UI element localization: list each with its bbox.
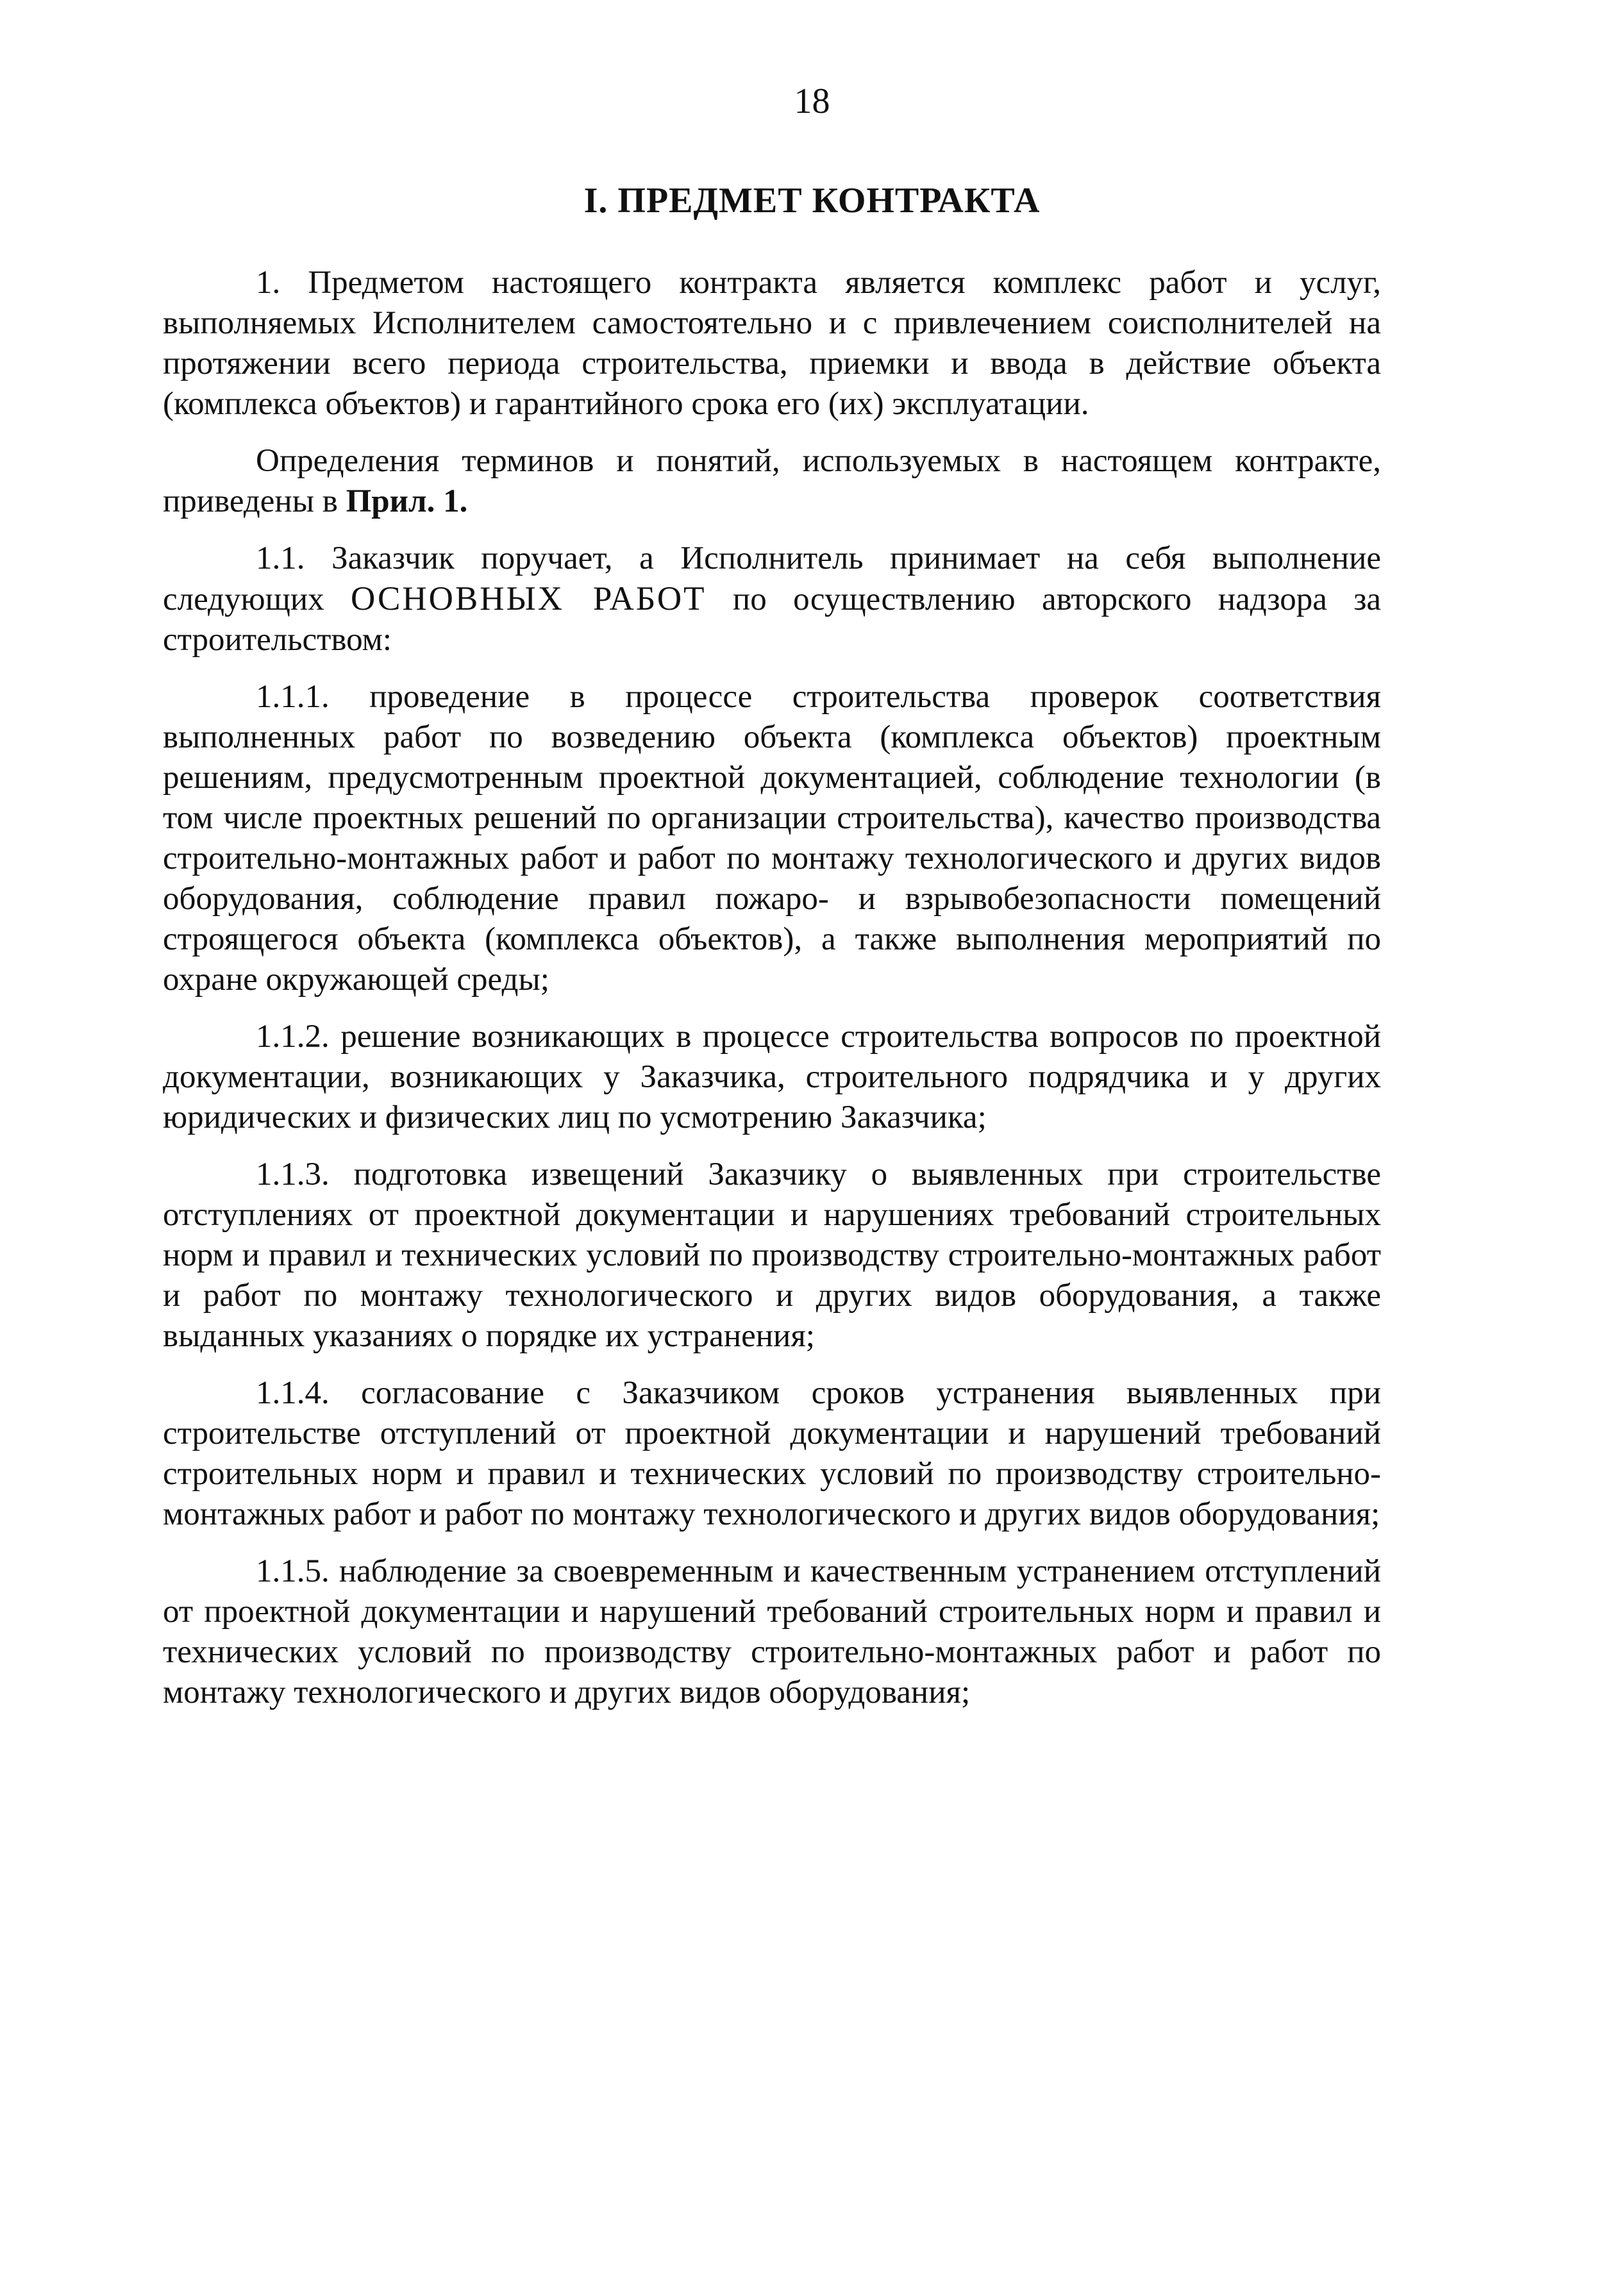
main-works-caption: ОСНОВНЫХ РАБОТ bbox=[351, 580, 707, 617]
paragraph-1-1-1: 1.1.1. проведение в процессе строительства проверок соответствия выполненных работ по возведению объекта (комплекса объектов) проектным решениям, предусмотренным проектной документацией, соблюдение технологии (в том числе проектных решений по организации строительства), качество производства строительно-монтажных работ и работ по монтажу технологического и других видов оборудования, соблюдение правил пожаро- и взрывобезопасности помещений строящегося объекта (комплекса объектов), а также выполнения мероприятий по охране окружающей среды; bbox=[163, 679, 1381, 998]
appendix-reference: Прил. 1. bbox=[346, 483, 468, 519]
paragraph-1-1-2: 1.1.2. решение возникающих в процессе строительства вопросов по проектной документации, возникающих у Заказчика, строительного подрядчика и у других юридических и физических лиц по усмотрению Заказчика; bbox=[163, 1019, 1381, 1135]
paragraph-definitions-text: Определения терминов и понятий, используемых в настоящем контракте, приведены в bbox=[163, 443, 1381, 519]
section-title: I. ПРЕДМЕТ КОНТРАКТА bbox=[583, 181, 1041, 221]
paragraph-1-1-text-after: по осуществлению авторского надзора за строительством: bbox=[163, 581, 1382, 658]
paragraph-1-1-5: 1.1.5. наблюдение за своевременным и качественным устранением отступлений от проектной документации и нарушений требований строительных норм и правил и технических условий по производству строительно-монтажных работ и работ по монтажу технологического и других видов оборудования; bbox=[163, 1553, 1381, 1710]
paragraph-definitions bbox=[163, 441, 1381, 522]
paragraph-1-1-3: 1.1.3. подготовка извещений Заказчику о выявленных при строительстве отступлениях от проектной документации и нарушениях требований строительных норм и правил и технических условий по производству строительно-монтажных работ и работ по монтажу технологического и других видов оборудования, а также выданных указаниях о порядке их устранения; bbox=[163, 1157, 1381, 1354]
paragraph-1-1 bbox=[163, 539, 1381, 660]
page-number: 18 bbox=[794, 81, 830, 121]
paragraph-1-1-text-before: 1.1. Заказчик поручает, а Исполнитель принимает на себя выполнение следующих bbox=[163, 540, 1381, 617]
paragraph-1-1-4: 1.1.4. согласование с Заказчиком сроков устранения выявленных при строительстве отступлений от проектной документации и нарушений требований строительных норм и правил и технических условий по производству строительно-монтажных работ и работ по монтажу технологического и других видов оборудования; bbox=[163, 1375, 1381, 1532]
document-body bbox=[163, 263, 1381, 1730]
paragraph-1: 1. Предметом настоящего контракта является комплекс работ и услуг, выполняемых Исполнителем самостоятельно и с привлечением соисполнителей на протяжении всего периода строительства, приемки и ввода в действие объекта (комплекса объектов) и гарантийного срока его (их) эксплуатации. bbox=[163, 265, 1381, 422]
